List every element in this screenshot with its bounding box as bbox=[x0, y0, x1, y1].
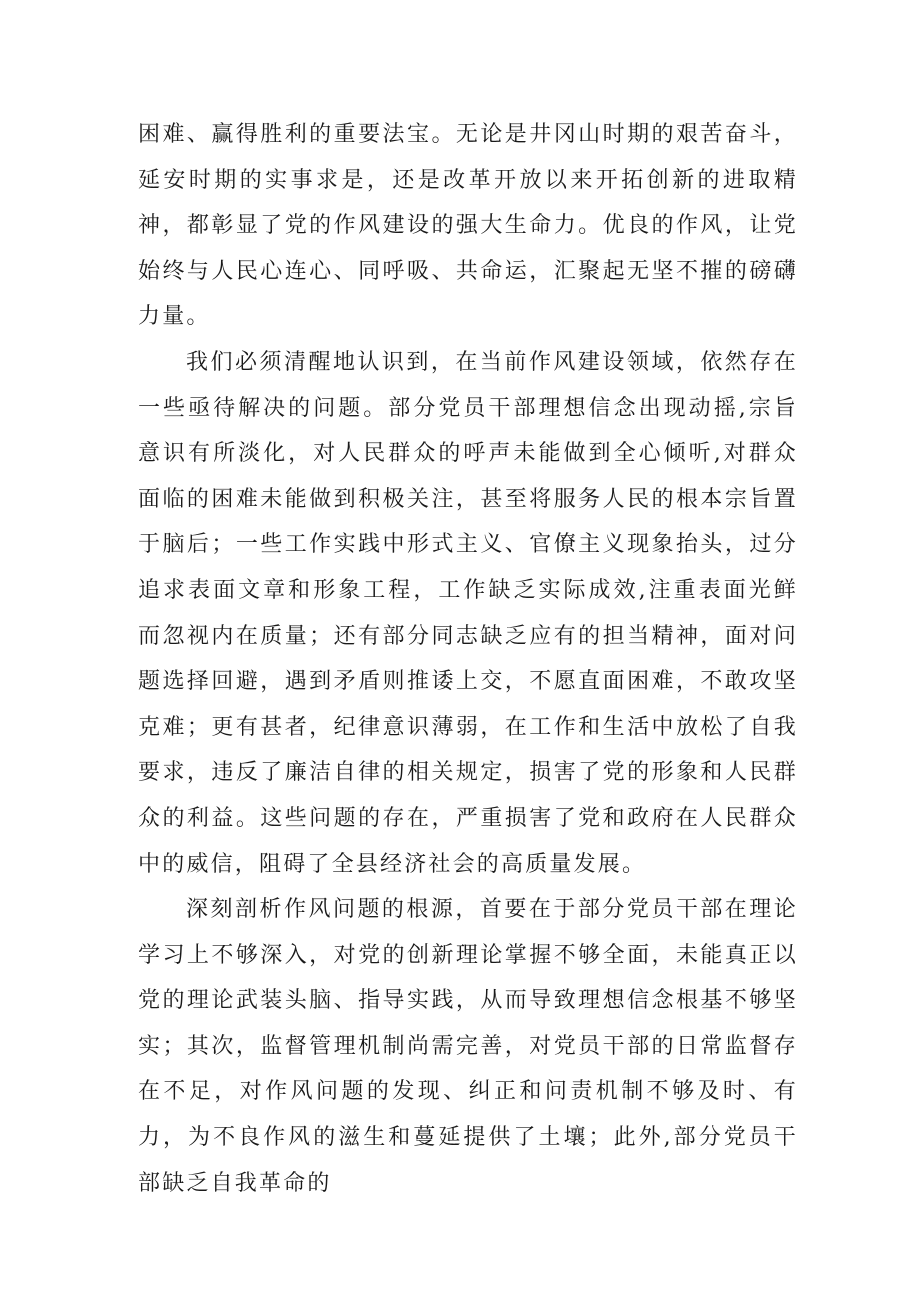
paragraph-2: 我们必须清醒地认识到，在当前作风建设领域，依然存在一些亟待解决的问题。部分党员干部理想信念出现动摇,宗旨意识有所淡化，对人民群众的呼声未能做到全心倾听,对群众面临的困难未能做到积极关注，甚至将服务人民的根本宗旨置于脑后；一些工作实践中形式主义、官僚主义现象抬头，过分追求表面文章和形象工程，工作缺乏实际成效,注重表面光鲜而忽视内在质量；还有部分同志缺乏应有的担当精神，面对问题选择回避，遇到矛盾则推诿上交，不愿直面困难，不敢攻坚克难；更有甚者，纪律意识薄弱，在工作和生活中放松了自我要求，违反了廉洁自律的相关规定，损害了党的形象和人民群众的利益。这些问题的存在，严重损害了党和政府在人民群众中的威信，阻碍了全县经济社会的高质量发展。 bbox=[138, 349, 798, 877]
paragraph-1: 困难、赢得胜利的重要法宝。无论是井冈山时期的艰苦奋斗，延安时期的实事求是，还是改革开放以来开拓创新的进取精神，都彰显了党的作风建设的强大生命力。优良的作风，让党始终与人民心连心、同呼吸、共命运，汇聚起无坚不摧的磅礴力量。 bbox=[138, 122, 798, 330]
document-page bbox=[138, 112, 798, 1206]
paragraph-3: 深刻剖析作风问题的根源，首要在于部分党员干部在理论学习上不够深入，对党的创新理论掌握不够全面，未能真正以党的理论武装头脑、指导实践，从而导致理想信念根基不够坚实；其次，监督管理机制尚需完善，对党员干部的日常监督存在不足，对作风问题的发现、纠正和问责机制不够及时、有力，为不良作风的滋生和蔓延提供了土壤；此外,部分党员干部缺乏自我革命的 bbox=[138, 897, 798, 1196]
